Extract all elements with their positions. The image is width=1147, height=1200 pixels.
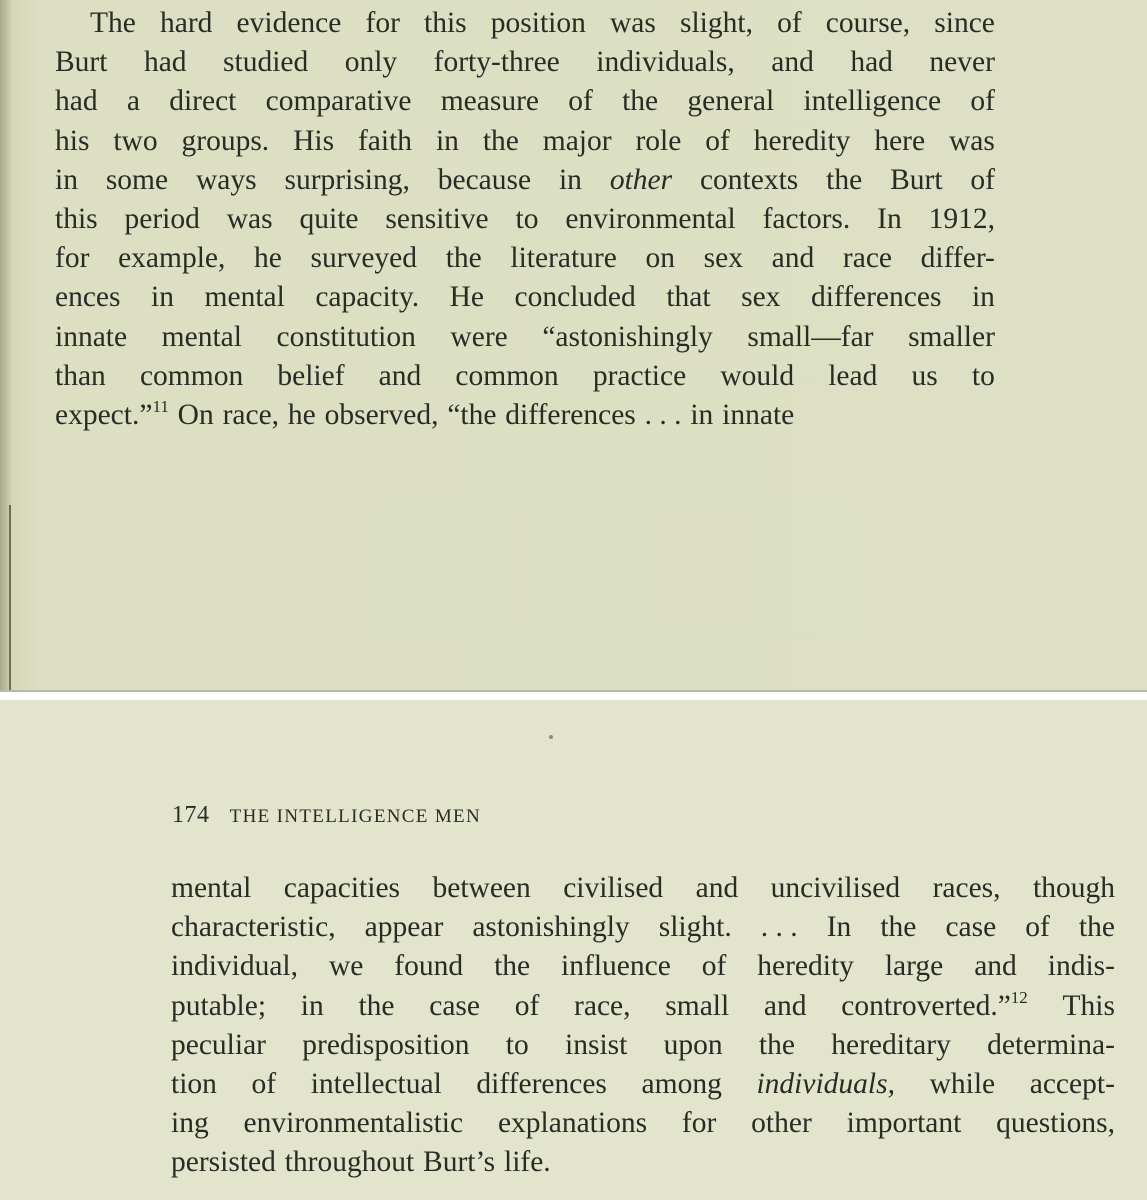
- word: never: [929, 46, 995, 79]
- word: forty-three: [433, 46, 560, 79]
- word: general: [687, 85, 775, 118]
- word: . . .: [644, 399, 682, 432]
- word: other: [751, 1107, 812, 1140]
- word: that: [666, 281, 711, 314]
- word: indis-: [1047, 950, 1115, 983]
- word: and: [763, 989, 807, 1022]
- word: appear: [364, 911, 444, 944]
- word: course,: [825, 7, 911, 39]
- word: differences: [810, 281, 942, 314]
- lower-paragraph: [171, 869, 1115, 1183]
- word: his: [55, 124, 90, 157]
- word: He: [449, 281, 485, 314]
- word: life.: [504, 1146, 551, 1179]
- word: ways: [195, 163, 257, 196]
- word: small: [665, 989, 730, 1022]
- footnote-marker: 11: [152, 397, 169, 417]
- word: measure: [440, 85, 539, 118]
- word: persisted: [171, 1146, 276, 1179]
- upper-paragraph: [55, 4, 995, 435]
- word: of: [970, 163, 995, 196]
- word: throughout: [284, 1146, 415, 1179]
- text-line: [171, 1026, 1115, 1065]
- word: sensitive: [385, 203, 489, 236]
- word: faith: [357, 124, 413, 157]
- word: intelligence: [803, 85, 942, 118]
- word: of: [777, 7, 802, 39]
- word: of: [568, 85, 593, 118]
- word: In: [826, 911, 852, 944]
- word: the: [880, 911, 917, 944]
- word: mental: [161, 320, 242, 353]
- word: found: [394, 950, 464, 983]
- word: among: [641, 1068, 722, 1101]
- word: a: [126, 85, 140, 118]
- word: between: [432, 872, 531, 904]
- word: evidence: [236, 7, 342, 39]
- page-number: 174: [172, 802, 210, 828]
- word: had: [850, 46, 893, 79]
- word: for: [55, 242, 90, 275]
- word: controverted.”$^{12}$: [841, 987, 1028, 1022]
- word: the: [445, 242, 482, 275]
- word: the: [826, 163, 863, 196]
- word: environmentalistic: [243, 1107, 464, 1140]
- word: accept-: [1029, 1068, 1115, 1101]
- word: role: [635, 124, 682, 157]
- word: while: [929, 1068, 996, 1101]
- text-line: [171, 1104, 1115, 1143]
- word: 1912,: [928, 203, 995, 236]
- word: large: [884, 950, 944, 983]
- word: Burt: [55, 46, 108, 79]
- word: slight,: [680, 7, 753, 39]
- word: of: [705, 124, 730, 157]
- word: differences: [476, 1068, 607, 1101]
- word: capacities: [283, 872, 401, 904]
- word: though: [1033, 872, 1115, 904]
- word: characteristic,: [171, 911, 336, 944]
- word: example,: [118, 242, 226, 275]
- word: and: [378, 359, 422, 392]
- word: in: [435, 124, 459, 157]
- text-line: [171, 1065, 1115, 1104]
- word: tion: [171, 1068, 217, 1101]
- word: influence: [561, 950, 671, 983]
- word: of: [701, 950, 727, 983]
- word: important: [846, 1107, 962, 1140]
- word: hard: [160, 7, 213, 39]
- word: in: [971, 281, 995, 314]
- word: upon: [663, 1028, 723, 1061]
- word: case: [429, 989, 480, 1022]
- word: heredity: [757, 950, 854, 983]
- word: literature: [510, 242, 617, 275]
- word: the: [494, 950, 531, 983]
- word: direct: [169, 85, 237, 118]
- word: us: [911, 359, 938, 392]
- word: practice: [592, 359, 687, 392]
- word: major: [542, 124, 612, 157]
- text-line: [55, 82, 995, 121]
- word: in: [55, 163, 78, 196]
- word: this: [55, 203, 98, 236]
- word: some: [105, 163, 169, 196]
- word: and: [974, 950, 1017, 983]
- word: sex: [703, 242, 743, 275]
- word: constitution: [276, 320, 416, 353]
- word: individuals,: [756, 1068, 895, 1101]
- word: “astonishingly: [542, 320, 713, 353]
- word: in: [690, 399, 714, 432]
- word: putable;: [171, 989, 267, 1022]
- word: differ-: [920, 242, 995, 275]
- word: races,: [932, 872, 1001, 904]
- word: and: [771, 242, 815, 275]
- word: common: [139, 359, 244, 392]
- text-line: [55, 278, 995, 317]
- word: than: [55, 359, 106, 392]
- word: race,: [222, 399, 280, 432]
- word: environmental: [565, 203, 736, 236]
- word: heredity: [753, 124, 851, 157]
- word: the: [482, 124, 519, 157]
- word: His: [293, 124, 335, 157]
- word: of: [514, 989, 540, 1022]
- word: observed,: [324, 399, 439, 432]
- word: individuals,: [596, 46, 735, 79]
- word: contexts: [699, 163, 799, 196]
- word: The: [90, 7, 136, 39]
- word: explanations: [497, 1107, 648, 1140]
- word: was: [609, 7, 656, 39]
- word: In: [877, 203, 902, 236]
- word: intellectual: [310, 1068, 442, 1101]
- word: of: [251, 1068, 277, 1101]
- word: differences: [505, 399, 636, 432]
- word: would: [720, 359, 795, 392]
- word: . . .: [760, 911, 798, 944]
- word: the: [622, 85, 659, 118]
- word: case: [945, 911, 997, 944]
- word: in: [300, 989, 324, 1022]
- word: lead: [828, 359, 878, 392]
- word: innate: [722, 399, 795, 432]
- word: ences: [55, 281, 121, 314]
- word: slight.: [658, 911, 732, 944]
- word: to: [971, 359, 995, 392]
- word: common: [455, 359, 559, 392]
- paper-speck: [549, 735, 553, 739]
- text-line: [55, 200, 995, 239]
- word: were: [450, 320, 508, 353]
- word: had: [55, 85, 98, 118]
- word: quite: [299, 203, 359, 236]
- word: predisposition: [302, 1028, 470, 1061]
- word: to: [515, 203, 539, 236]
- word: hereditary: [831, 1028, 951, 1061]
- word: since: [934, 7, 995, 39]
- word: small—far: [747, 320, 874, 353]
- word: he: [287, 399, 316, 432]
- word: Burt’s: [423, 1146, 496, 1179]
- word: two: [113, 124, 158, 157]
- word: position: [490, 7, 586, 39]
- word: astonishingly: [472, 911, 630, 944]
- word: the: [1078, 911, 1115, 944]
- word: ing: [171, 1107, 209, 1140]
- word: in: [558, 163, 582, 196]
- word: he: [254, 242, 282, 275]
- text-line: [55, 43, 995, 82]
- text-line: [55, 357, 995, 396]
- word: in: [151, 281, 174, 314]
- text-line: [55, 122, 995, 161]
- word: we: [328, 950, 364, 983]
- word: because: [437, 163, 532, 196]
- word: capacity.: [315, 281, 420, 314]
- word: questions,: [996, 1107, 1115, 1140]
- word: belief: [277, 359, 345, 392]
- text-line: [171, 908, 1115, 947]
- word: on: [645, 242, 676, 275]
- word: studied: [223, 46, 309, 79]
- word: civilised: [563, 872, 664, 904]
- word: had: [143, 46, 187, 79]
- word: this: [424, 7, 467, 39]
- word: race,: [574, 989, 631, 1022]
- word: expect.”$^{11}$: [55, 397, 169, 432]
- word: mental: [171, 872, 252, 904]
- word: the: [358, 989, 395, 1022]
- text-line: [55, 161, 995, 200]
- word: innate: [55, 320, 128, 353]
- word: only: [344, 46, 398, 79]
- word: here: [874, 124, 926, 157]
- word: to: [505, 1028, 529, 1061]
- word: for: [365, 7, 400, 39]
- word: of: [1025, 911, 1050, 944]
- word: smaller: [908, 320, 995, 353]
- word: sex: [741, 281, 781, 314]
- word: insist: [565, 1028, 628, 1061]
- running-head: [172, 802, 481, 829]
- word: race: [842, 242, 893, 275]
- word: of: [970, 85, 995, 118]
- text-line: [171, 947, 1115, 986]
- running-head-title: THE INTELLIGENCE MEN: [229, 806, 482, 827]
- word: determina-: [987, 1028, 1115, 1061]
- word: period: [124, 203, 200, 236]
- word: comparative: [265, 85, 412, 118]
- word: peculiar: [171, 1028, 266, 1061]
- word: and: [771, 46, 814, 79]
- word: and: [695, 872, 739, 904]
- footnote-marker: 12: [1010, 987, 1028, 1007]
- word: was: [948, 124, 995, 157]
- word: surprising,: [284, 163, 410, 196]
- word: groups.: [181, 124, 270, 157]
- word: individual,: [171, 950, 299, 983]
- word: uncivilised: [770, 872, 901, 904]
- text-line: [55, 396, 995, 435]
- text-line: [171, 1143, 1115, 1182]
- text-line: [171, 869, 1115, 908]
- text-line: [55, 239, 995, 278]
- word: was: [226, 203, 273, 236]
- word: This: [1062, 989, 1115, 1022]
- word: concluded: [514, 281, 636, 314]
- word: mental: [204, 281, 285, 314]
- word: for: [681, 1107, 717, 1140]
- word: On: [177, 399, 214, 432]
- text-line: [55, 318, 995, 357]
- text-line: [55, 4, 995, 43]
- word: surveyed: [310, 242, 418, 275]
- word: Burt: [890, 163, 943, 196]
- word: the: [758, 1028, 795, 1061]
- book-gutter-edge: [9, 505, 11, 690]
- page-divider: [0, 690, 1147, 700]
- word: other: [609, 163, 673, 196]
- word: “the: [447, 399, 497, 432]
- text-line: [171, 987, 1115, 1026]
- word: factors.: [762, 203, 851, 236]
